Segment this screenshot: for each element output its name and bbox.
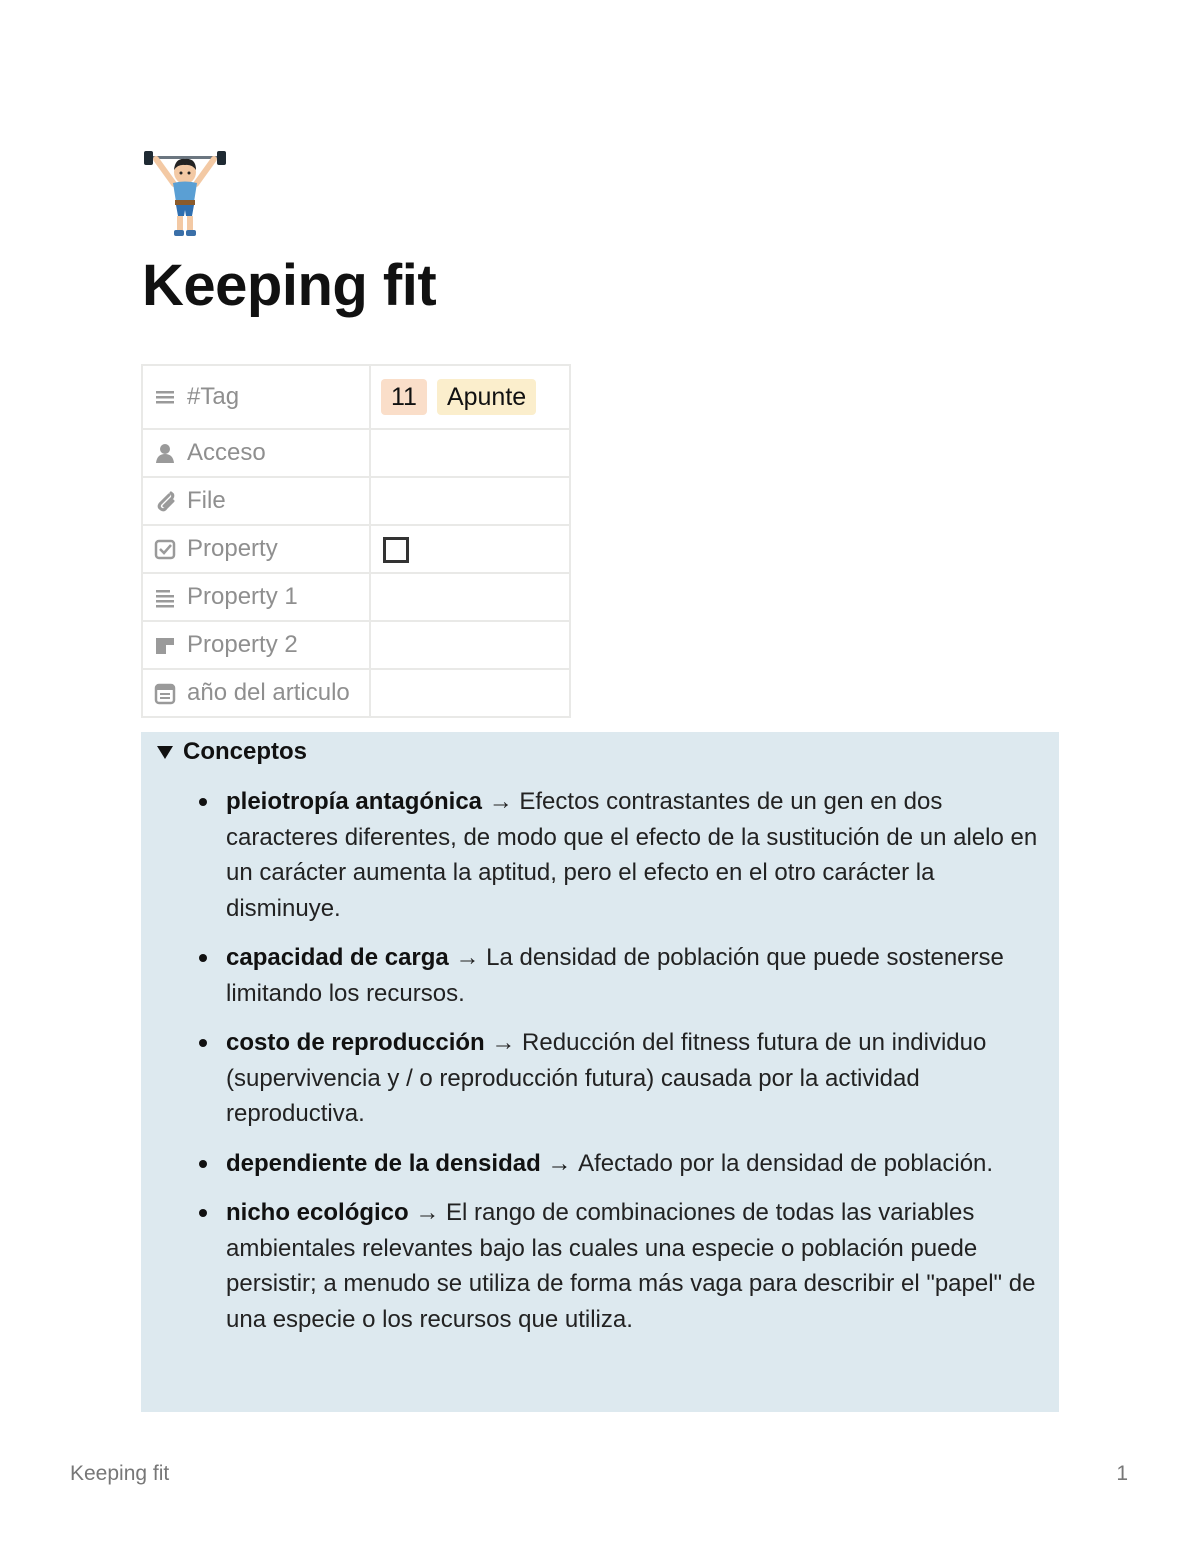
property-label: año del articulo: [187, 679, 350, 706]
checkbox-icon: [153, 537, 177, 561]
property-row-property: [142, 525, 570, 573]
property-row-ano-del-articulo: [142, 669, 570, 717]
triangle-down-icon[interactable]: [155, 742, 175, 762]
tag-badge[interactable]: 11: [381, 379, 427, 415]
arrow: →: [408, 1199, 447, 1226]
list-item: [226, 1025, 1046, 1132]
calendar-icon: [153, 681, 177, 705]
conceptos-toggle-block: [141, 732, 1059, 1412]
concept-term: costo de reproducción: [226, 1029, 485, 1056]
property-row-acceso: [142, 429, 570, 477]
property-label: Property: [187, 535, 278, 562]
property-name-ano-del-articulo[interactable]: [142, 669, 370, 717]
property-name-property-1[interactable]: [142, 573, 370, 621]
property-row-file: [142, 477, 570, 525]
property-row-property-2: [142, 621, 570, 669]
concept-definition: Afectado por la densidad de población.: [578, 1149, 994, 1177]
property-value-acceso[interactable]: [370, 429, 570, 477]
concept-term: capacidad de carga: [226, 944, 449, 971]
list-item: [226, 1195, 1046, 1337]
arrow: →: [484, 1029, 523, 1056]
property-name-acceso[interactable]: [142, 429, 370, 477]
list-icon: [153, 385, 177, 409]
property-row-property-1: [142, 573, 570, 621]
list-item: [226, 1146, 1046, 1182]
toggle-header[interactable]: [155, 738, 307, 766]
property-name-tag[interactable]: [142, 365, 370, 429]
property-value-property-2[interactable]: [370, 621, 570, 669]
select-icon: [153, 633, 177, 657]
text-lines-icon: [153, 585, 177, 609]
properties-table: [141, 364, 571, 718]
concept-definition: Efectos contrastantes de un gen en dos caracteres diferentes, de modo que el efecto de la sustitución de un alelo en un carácter aumenta la aptitud, pero el efecto en el otro carácter la disminuye.: [226, 788, 1038, 922]
property-label: Property 2: [187, 631, 298, 658]
concept-definition: El rango de combinaciones de todas las variables ambientales relevantes bajo las cuales una especie o población puede persistir; a menudo se utiliza de forma más vaga para describir el "papel" de una especie o los recursos que utiliza.: [226, 1199, 1036, 1333]
tag-badge[interactable]: Apunte: [437, 379, 536, 415]
page-number: 1: [1116, 1462, 1128, 1485]
concept-definition: La densidad de población que puede sostenerse limitando los recursos.: [226, 944, 1004, 1007]
property-value-property: [370, 525, 570, 573]
arrow: →: [448, 944, 487, 971]
property-checkbox[interactable]: [383, 537, 409, 563]
concept-term: nicho ecológico: [226, 1199, 409, 1226]
property-name-property-2[interactable]: [142, 621, 370, 669]
concepts-list: [226, 784, 1046, 1351]
paperclip-icon: [153, 489, 177, 513]
property-value-property-1[interactable]: [370, 573, 570, 621]
property-label: #Tag: [187, 383, 240, 410]
weightlifter-icon: [142, 150, 228, 238]
property-name-file[interactable]: [142, 477, 370, 525]
property-value-file[interactable]: [370, 477, 570, 525]
arrow: →: [482, 788, 520, 815]
person-icon: [153, 441, 177, 465]
page-title: Keeping fit: [142, 253, 437, 318]
list-item: [226, 940, 1046, 1011]
property-name-property[interactable]: [142, 525, 370, 573]
concept-term: dependiente de la densidad →: [226, 1149, 579, 1177]
list-item: [226, 784, 1046, 926]
property-value-ano-del-articulo[interactable]: [370, 669, 570, 717]
property-label: Property 1: [187, 583, 298, 610]
concept-term: pleiotropía antagónica: [226, 788, 483, 815]
toggle-title: Conceptos: [183, 738, 308, 765]
concept-definition: Reducción del fitness futura de un individuo (supervivencia y / o reproducción futura) causada por la actividad reproductiva.: [226, 1029, 987, 1127]
property-value-tag[interactable]: [370, 365, 570, 429]
property-label: Acceso: [187, 439, 266, 466]
property-label: File: [187, 487, 226, 514]
property-row-tag: [142, 365, 570, 429]
footer-title: Keeping fit: [70, 1462, 170, 1485]
